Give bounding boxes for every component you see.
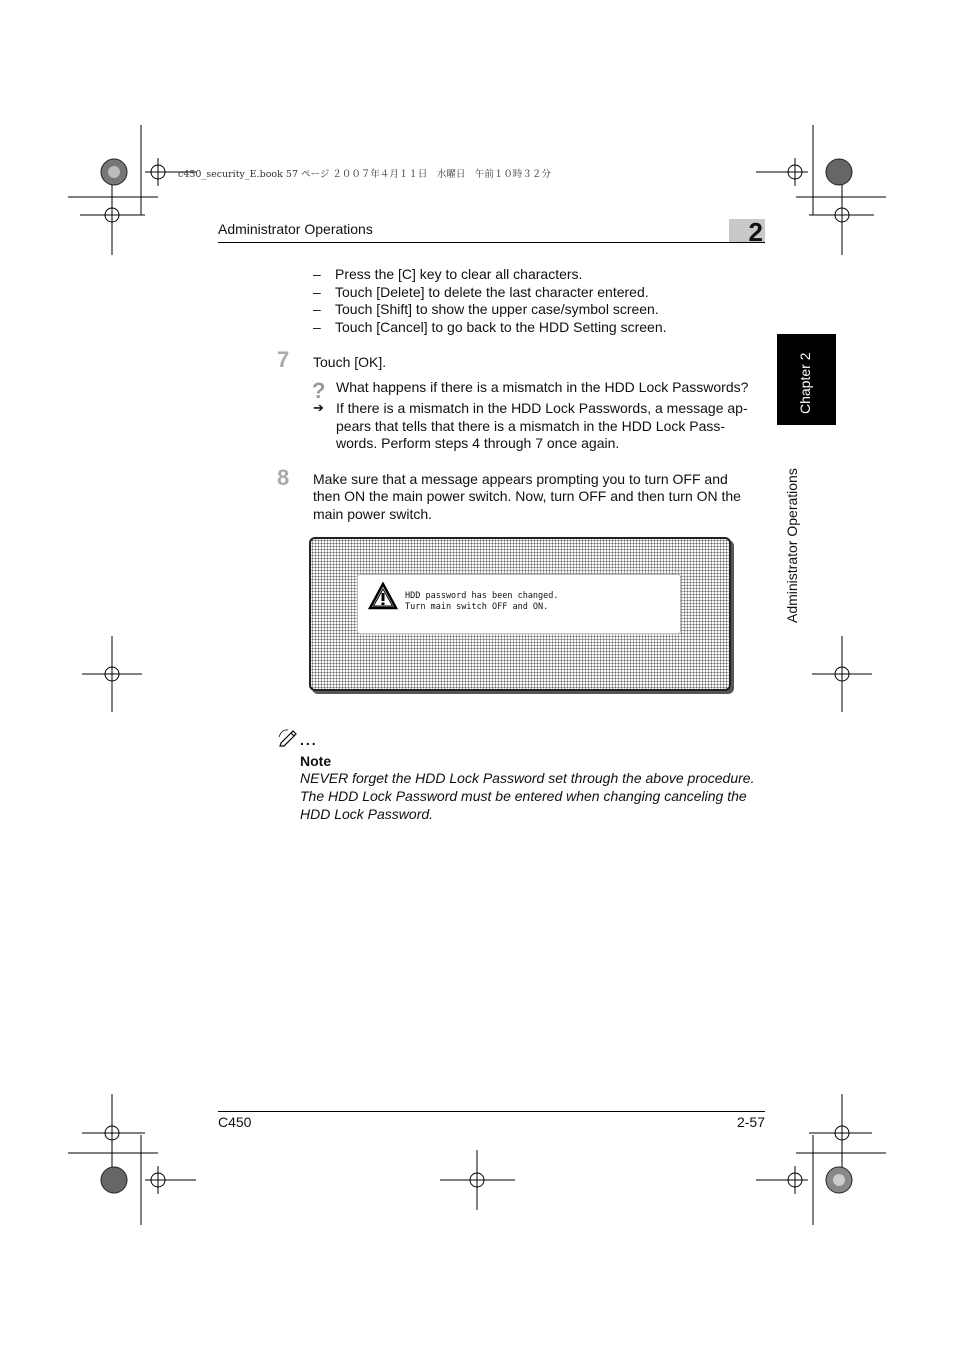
pencil-note-icon xyxy=(278,727,300,747)
note-line: NEVER forget the HDD Lock Password set through the above procedure. xyxy=(300,770,755,786)
list-item: – Touch [Shift] to show the upper case/symbol screen. xyxy=(313,301,659,317)
step-number: 8 xyxy=(277,465,290,490)
note-dots: ... xyxy=(300,732,318,748)
answer-line: If there is a mismatch in the HDD Lock Passwords, a message ap- xyxy=(336,400,748,416)
running-header xyxy=(218,220,765,243)
chapter-tab-label: Chapter 2 xyxy=(797,352,813,414)
step-text-line: main power switch. xyxy=(313,506,433,522)
step-text-line: then ON the main power switch. Now, turn OFF and then turn ON the xyxy=(313,488,741,504)
step-number: 7 xyxy=(277,347,290,372)
question-icon: ? xyxy=(312,378,326,403)
chapter-number: 2 xyxy=(748,217,763,247)
footer-model: C450 xyxy=(218,1114,252,1130)
step-text-line: Make sure that a message appears prompting you to turn OFF and xyxy=(313,471,728,487)
screen-message-line: HDD password has been changed. xyxy=(405,591,559,601)
note-line: The HDD Lock Password must be entered when changing canceling the xyxy=(300,788,747,804)
chapter-tab xyxy=(777,334,836,425)
arrow-icon: ➔ xyxy=(313,400,324,415)
footer-rule xyxy=(218,1111,765,1112)
screen-panel xyxy=(309,537,731,691)
list-item: – Touch [Delete] to delete the last character entered. xyxy=(313,283,649,300)
page-number: 2-57 xyxy=(736,1114,765,1130)
list-item: – Press the [C] key to clear all characters. xyxy=(313,266,583,282)
answer-line: words. Perform steps 4 through 7 once again. xyxy=(336,435,620,451)
note-line: HDD Lock Password. xyxy=(300,806,434,822)
warning-icon xyxy=(368,582,398,610)
note-title: Note xyxy=(300,753,332,769)
header-title: Administrator Operations xyxy=(218,221,373,237)
section-tab-label: Administrator Operations xyxy=(784,468,800,623)
question-text: What happens if there is a mismatch in the HDD Lock Passwords? xyxy=(336,379,749,395)
message-box xyxy=(357,574,681,634)
chapter-number-box xyxy=(729,217,765,247)
step-text: Touch [OK]. xyxy=(313,354,387,370)
print-info: c450_security_E.book 57 ページ ２００７年４月１１日 水曜日 午前１０時３２分 xyxy=(178,169,551,180)
list-item: – Touch [Cancel] to go back to the HDD Setting screen. xyxy=(313,318,667,335)
screen-message-line: Turn main switch OFF and ON. xyxy=(405,602,549,612)
answer-line: pears that tells that there is a mismatch in the HDD Lock Pass- xyxy=(336,418,726,434)
